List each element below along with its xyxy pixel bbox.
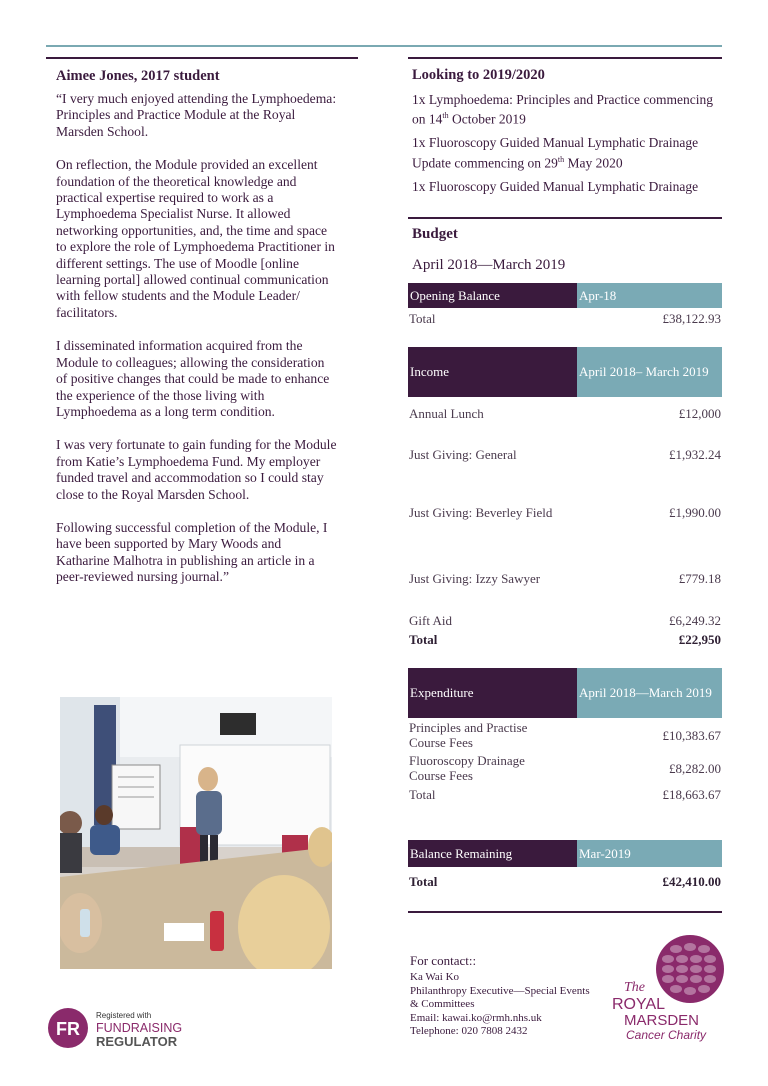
looking-ahead: [412, 67, 722, 202]
testimonial-heading: Aimee Jones, 2017 student: [56, 68, 220, 84]
opening-balance-label: Opening Balance: [408, 283, 577, 308]
balance-date: Mar-2019: [577, 840, 722, 867]
contact-block: [410, 953, 600, 1039]
svg-text:ROYAL: ROYAL: [612, 996, 666, 1013]
royal-marsden-logo: [600, 935, 730, 1045]
income-label: Income: [408, 347, 577, 397]
opening-balance-header: [408, 283, 722, 308]
fundraising-regulator-logo: [46, 1005, 206, 1051]
svg-text:Registered with: Registered with: [96, 1011, 152, 1020]
opening-balance-date: Apr-18: [577, 283, 722, 308]
testimonial: [56, 68, 338, 603]
expenditure-header: [408, 668, 722, 718]
budget-divider: [408, 217, 722, 219]
testimonial-paragraph: I disseminated information acquired from the Module to colleagues; allowing the consideration of positive changes that could be made to enhance the experience of the those living with Lymphoedema as a long term condition.: [56, 338, 330, 419]
income-row: Gift Aid £6,249.32: [409, 613, 721, 628]
svg-text:Cancer Charity: Cancer Charity: [626, 1028, 707, 1042]
testimonial-paragraph: Following successful completion of the Module, I have been supported by Mary Woods and Katharine Malhotra in publishing an article in a peer-reviewed nursing journal.”: [56, 519, 328, 585]
contact-email[interactable]: Email: kawai.ko@rmh.nhs.uk: [410, 1011, 542, 1024]
balance-label: Balance Remaining: [408, 840, 577, 867]
testimonial-paragraph: I was very fortunate to gain funding for the Module from Katie’s Lymphoedema Fund. My employer funded travel and accommodation so I could stay close to the Royal Marsden School.: [56, 437, 337, 502]
svg-text:MARSDEN: MARSDEN: [624, 1012, 700, 1029]
contact-role: Philanthropy Executive—Special Events & Committees: [410, 984, 590, 1011]
contact-heading: For contact::: [410, 953, 477, 968]
expenditure-row: Principles and Practise Course Fees £10,383.67: [409, 720, 721, 750]
balance-total-row: Total £42,410.00: [409, 874, 721, 889]
testimonial-paragraph: On reflection, the Module provided an excellent foundation of the theoretical knowledge and practical expertise required to work as a Lymphoedema Specialist Nurse. It allowed networking opportunities, and, the time and space to explore the role of Lymphoedema Practitioner in different settings. The use of Moodle [online learning portal] allowed continual communication with fellow students and the Module Leader/ facilitators.: [56, 157, 335, 320]
looking-item: 1x Fluoroscopy Guided Manual Lymphatic Drainage Update commencing on 29th May 2020: [412, 135, 699, 171]
opening-total-row: Total £38,122.93: [409, 311, 721, 326]
svg-text:The: The: [624, 980, 645, 995]
contact-phone: Telephone: 020 7808 2432: [410, 1025, 528, 1038]
contact-divider: [408, 911, 722, 913]
expenditure-row: Fluoroscopy Drainage Course Fees £8,282.00: [409, 753, 721, 783]
svg-text:REGULATOR: REGULATOR: [96, 1034, 178, 1049]
expenditure-total-row: Total £18,663.67: [409, 787, 721, 802]
income-row: Just Giving: General £1,932.24: [409, 447, 721, 462]
looking-item: 1x Lymphoedema: Principles and Practice commencing on 14th October 2019: [412, 92, 714, 127]
budget-title: Budget: [412, 226, 458, 242]
income-period: April 2018– March 2019: [577, 347, 722, 397]
right-column-divider: [408, 57, 722, 59]
budget-period: April 2018—March 2019: [412, 257, 566, 273]
income-row: Just Giving: Izzy Sawyer £779.18: [409, 571, 721, 586]
expenditure-label: Expenditure: [408, 668, 577, 718]
classroom-photo: [60, 697, 332, 969]
top-divider: [46, 45, 722, 47]
balance-header: [408, 840, 722, 867]
looking-item: 1x Fluoroscopy Guided Manual Lymphatic Drainage: [412, 178, 699, 194]
svg-text:FUNDRAISING: FUNDRAISING: [96, 1021, 183, 1035]
contact-name: Ka Wai Ko: [410, 971, 460, 983]
left-column-divider: [46, 57, 358, 59]
testimonial-paragraph: “I very much enjoyed attending the Lymphoedema: Principles and Practice Module at the Royal Marsden School.: [56, 91, 337, 139]
income-header: [408, 347, 722, 397]
svg-text:FR: FR: [56, 1019, 80, 1039]
income-total-row: Total £22,950: [409, 632, 721, 647]
income-row: Just Giving: Beverley Field £1,990.00: [409, 505, 721, 520]
expenditure-period: April 2018—March 2019: [577, 668, 722, 718]
income-row: Annual Lunch £12,000: [409, 406, 721, 421]
looking-heading: Looking to 2019/2020: [412, 67, 545, 83]
